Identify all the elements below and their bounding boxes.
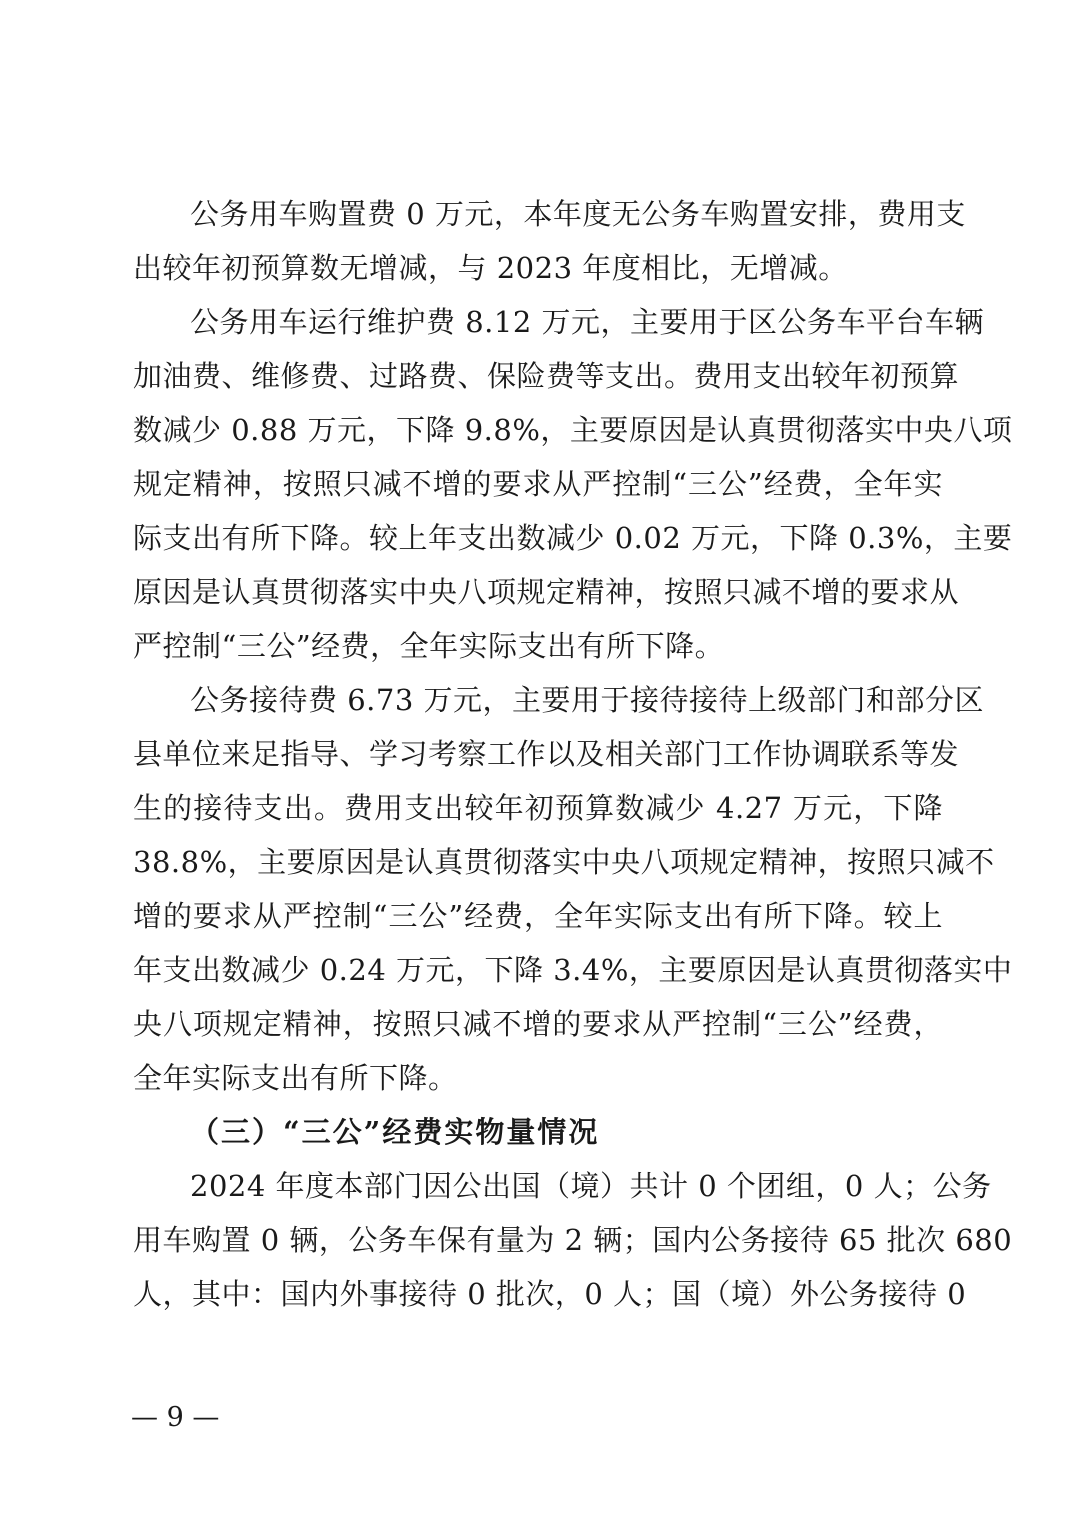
paragraph-3-line-4: 38.8%，主要原因是认真贯彻落实中央八项规定精神，按照只减不 xyxy=(133,845,995,879)
paragraph-3-line-3: 生的接待支出。费用支出较年初预算数减少 4.27 万元，下降 xyxy=(133,791,943,825)
paragraph-1-line-2: 出较年初预算数无增减，与 2023 年度相比，无增减。 xyxy=(133,251,848,285)
paragraph-2-line-5: 际支出有所下降。较上年支出数减少 0.02 万元，下降 0.3%，主要 xyxy=(133,521,1013,555)
paragraph-4-line-3: 人，其中：国内外事接待 0 批次，0 人；国（境）外公务接待 0 xyxy=(133,1277,967,1311)
paragraph-2-line-7: 严控制“三公”经费，全年实际支出有所下降。 xyxy=(133,629,725,663)
paragraph-3-line-5: 增的要求从严控制“三公”经费，全年实际支出有所下降。较上 xyxy=(133,899,943,933)
section-heading: （三）“三公”经费实物量情况 xyxy=(190,1115,600,1149)
paragraph-2-line-4: 规定精神，按照只减不增的要求从严控制“三公”经费，全年实 xyxy=(133,467,943,501)
paragraph-2-line-1: 公务用车运行维护费 8.12 万元，主要用于区公务车平台车辆 xyxy=(190,305,985,339)
paragraph-3-line-2: 县单位来足指导、学习考察工作以及相关部门工作协调联系等发 xyxy=(133,737,960,771)
paragraph-1-line-1: 公务用车购置费 0 万元，本年度无公务车购置安排，费用支 xyxy=(190,197,966,231)
paragraph-2-line-2: 加油费、维修费、过路费、保险费等支出。费用支出较年初预算 xyxy=(133,359,960,393)
paragraph-2-line-6: 原因是认真贯彻落实中央八项规定精神，按照只减不增的要求从 xyxy=(133,575,960,609)
paragraph-3-line-7: 央八项规定精神，按照只减不增的要求从严控制“三公”经费， xyxy=(133,1007,943,1041)
page-number: — 9 — xyxy=(131,1402,220,1433)
paragraph-3-line-1: 公务接待费 6.73 万元，主要用于接待接待上级部门和部分区 xyxy=(190,683,985,717)
paragraph-2-line-3: 数减少 0.88 万元，下降 9.8%，主要原因是认真贯彻落实中央八项 xyxy=(133,413,1013,447)
paragraph-4-line-2: 用车购置 0 辆，公务车保有量为 2 辆；国内公务接待 65 批次 680 xyxy=(133,1223,1013,1257)
paragraph-4-line-1: 2024 年度本部门因公出国（境）共计 0 个团组，0 人；公务 xyxy=(190,1169,992,1203)
paragraph-3-line-8: 全年实际支出有所下降。 xyxy=(133,1061,458,1095)
paragraph-3-line-6: 年支出数减少 0.24 万元，下降 3.4%，主要原因是认真贯彻落实中 xyxy=(133,953,1013,987)
